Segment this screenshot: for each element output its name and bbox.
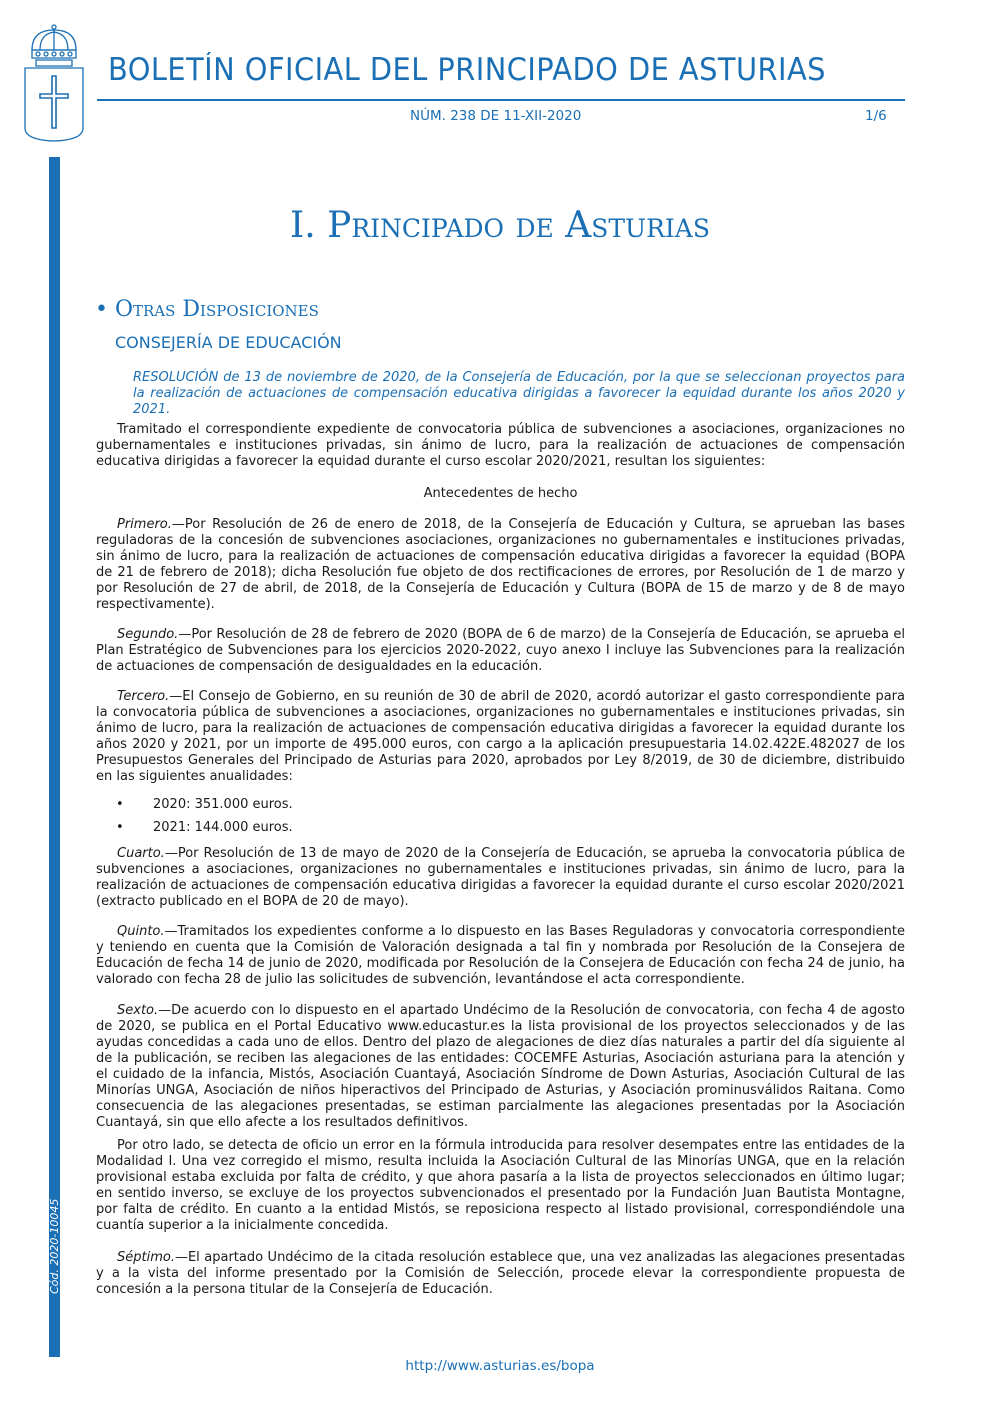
paragraph-quinto [96, 924, 905, 988]
bulletin-title: BOLETÍN OFICIAL DEL PRINCIPADO DE ASTURIAS [108, 52, 826, 88]
issue-number: NÚM. 238 DE 11-XII-2020 [410, 108, 582, 124]
paragraph-tercero [96, 689, 905, 785]
footer-link[interactable]: http://www.asturias.es/bopa [405, 1358, 595, 1374]
subsection-title: • Otras Disposiciones [95, 297, 319, 322]
label: Tercero. [117, 689, 170, 704]
side-bar [49, 157, 60, 1357]
bullet-item: • 2021: 144.000 euros. [116, 820, 293, 835]
label: Séptimo. [117, 1250, 175, 1265]
bullet-item: • 2020: 351.000 euros. [116, 797, 293, 812]
paragraph-cuarto [96, 846, 905, 910]
text: —Tramitados los expedientes conforme a lo dispuesto en las Bases Reguladoras y convocatoria correspondiente y teniendo en cuenta que la Comisión de Valoración designada a tal fin y nombrada por Resolución de la Consejera de Educación de fecha 14 de junio de 2020, modificada por Resolución de la Consejera de Educación con fecha 24 de junio, ha valorado con fecha 28 de julio las solicitudes de subvención, levantándose el acta correspondiente. [96, 924, 905, 987]
text: —El Consejo de Gobierno, en su reunión de 30 de abril de 2020, acordó autorizar el gasto correspondiente para la convocatoria pública de subvenciones a asociaciones, organizaciones no gubernamentales e instituciones privadas, sin ánimo de lucro, para la realización de actuaciones de compensación educativa dirigidas a favorecer la equidad durante los años 2020 y 2021, por un importe de 495.000 euros, con cargo a la aplicación presupuestaria 14.02.422E.482027 de los Presupuestos Generales del Principado de Asturias para 2020, aprobados por Ley 8/2019, de 30 de diciembre, distribuido en las siguientes anualidades: [96, 689, 905, 784]
text: —Por Resolución de 13 de mayo de 2020 de la Consejería de Educación, se aprueba la convocatoria pública de subvenciones a asociaciones, organizaciones no gubernamentales e instituciones privadas, sin ánimo de lucro, para la realización de actuaciones de compensación educativa dirigidas a favorecer la equidad durante el curso escolar 2020/2021 (extracto publicado en el BOPA de 20 de mayo). [96, 846, 905, 909]
resolution-title: RESOLUCIÓN de 13 de noviembre de 2020, de la Consejería de Educación, por la que se seleccionan proyectos para la realización de actuaciones de compensación educativa dirigidas a favorecer la equidad durante los años 2020 y 2021. [133, 370, 905, 417]
text: —Por Resolución de 26 de enero de 2018, de la Consejería de Educación y Cultura, se aprueban las bases reguladoras de la concesión de subvenciones asociaciones, organizaciones no gubernamentales e instituciones privadas, sin ánimo de lucro, para la realización de actuaciones de compensación educativa dirigidas a favorecer la equidad (BOPA de 21 de febrero de 2018); dicha Resolución fue objeto de dos rectificaciones de errores, por Resolución de 1 de marzo y por Resolución de 27 de abril, de 2018, de la Consejería de Educación y Cultura (BOPA de 15 de marzo y de 8 de mayo respectivamente). [96, 517, 905, 612]
header-divider [97, 99, 905, 101]
label: Segundo. [117, 627, 179, 642]
label: Sexto. [117, 1003, 159, 1018]
page-number: 1/6 [865, 108, 887, 124]
paragraph-sexto [96, 1003, 905, 1131]
paragraph-por-otro-lado: Por otro lado, se detecta de oficio un error en la fórmula introducida para resolver desempates entre las entidades de la Modalidad I. Una vez corregido el mismo, resulta incluida la Asociación Cultural de las Minorías UNGA, que en la relación provisional estaba excluida por falta de crédito, y que ahora pasaría a la lista de proyectos seleccionados en último lugar; en sentido inverso, se excluye de los proyectos subvencionados el presentado por la Fundación Juan Bautista Montagne, por falta de crédito. En cuanto a la entidad Mistós, se reposiciona respecto al listado provisional, correspondiéndole una cuantía superior a la inicialmente concedida. [96, 1138, 905, 1233]
section-title: I. Principado de Asturias [290, 205, 710, 246]
text: —Por Resolución de 28 de febrero de 2020 (BOPA de 6 de marzo) de la Consejería de Educación, se aprueba el Plan Estratégico de Subvenciones para los ejercicios 2020-2022, cuyo anexo I incluye las Subvenciones para la realización de actuaciones de compensación de desigualdades en la educación. [96, 627, 905, 674]
label: Quinto. [117, 924, 165, 939]
paragraph-primero [96, 517, 905, 613]
department-name: CONSEJERÍA DE EDUCACIÓN [115, 333, 342, 352]
label: Primero. [117, 517, 172, 532]
paragraph-septimo [96, 1250, 905, 1298]
text: —De acuerdo con lo dispuesto en el apartado Undécimo de la Resolución de convocatoria, con fecha 4 de agosto de 2020, se publica en el Portal Educativo www.educastur.es la lista provisional de los proyectos seleccionados y de las ayudas concedidas a cada uno de ellos. Dentro del plazo de alegaciones de diez días naturales a partir del día siguiente al de la publicación, se reciben las alegaciones de las entidades: COCEMFE Asturias, Asociación asturiana para la atención y el cuidado de la infancia, Mistós, Asociación Cuantayá, Asociación Síndrome de Down Asturias, Asociación Cultural de las Minorías UNGA, Asociación de niños hiperactivos del Principado de Asturias, y Asociación prominusválidos Raitana. Como consecuencia de las alegaciones presentadas, se estiman parcialmente las alegaciones presentadas por la Asociación Cuantayá, sin que ello afecte a los resultados definitivos. [96, 1003, 905, 1130]
paragraph-segundo [96, 627, 905, 675]
text: —El apartado Undécimo de la citada resolución establece que, una vez analizadas las alegaciones presentadas y a la vista del informe presentado por la Comisión de Selección, procede elevar la correspondiente propuesta de concesión a la persona titular de la Consejería de Educación. [96, 1250, 905, 1297]
label: Cuarto. [117, 846, 165, 861]
intro-paragraph: Tramitado el correspondiente expediente de convocatoria pública de subvenciones a asociaciones, organizaciones no gubernamentales e instituciones privadas, sin ánimo de lucro, para la realización de actuaciones de compensación educativa dirigidas a favorecer la equidad durante el curso escolar 2020/2021, resultan los siguientes: [96, 422, 905, 469]
asturias-coat-of-arms-logo [22, 24, 86, 142]
document-code: Cód. 2020-10045 [48, 1198, 61, 1294]
section-heading: Antecedentes de hecho [423, 486, 578, 501]
